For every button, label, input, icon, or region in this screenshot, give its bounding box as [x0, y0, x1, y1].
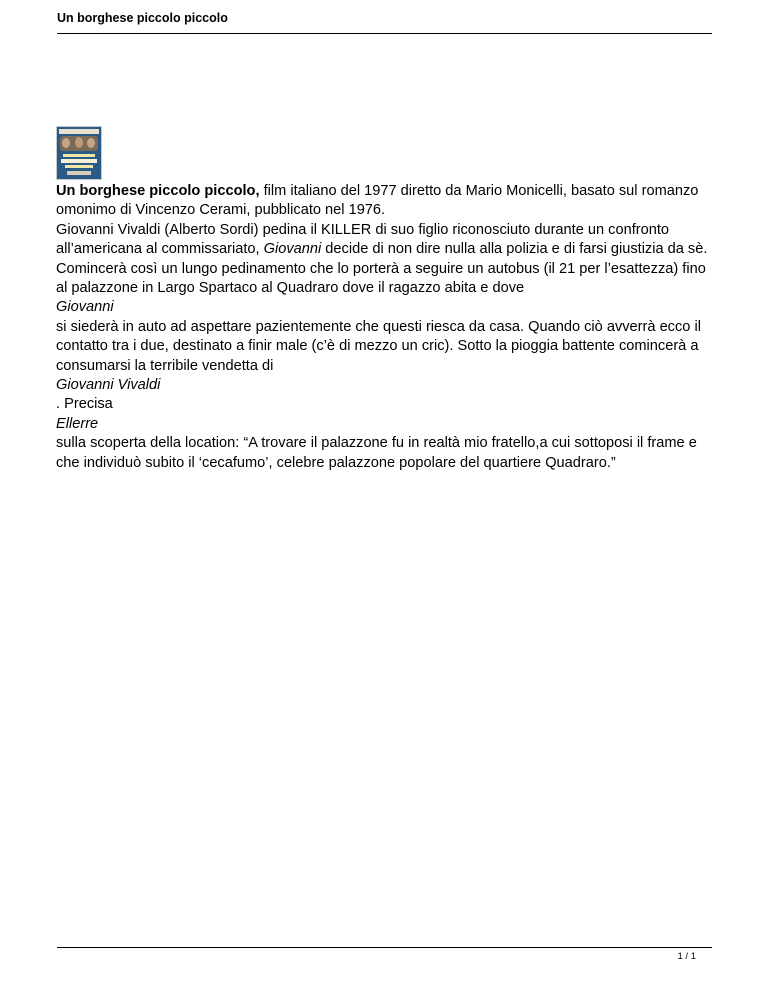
- plot-text: decide di non dire nulla alla polizia e di farsi giustizia da sè. Comincerà così un lungo pedinamento che lo porterà a seguire un autobus (il 21 per l’esattezza) fino al palazzone in Largo Spartaco al Quadraro dove il ragazzo abita e dove: [56, 241, 708, 297]
- plot-text: Giovanni Vivaldi (Alberto Sordi) pedina il KILLER di suo figlio riconosciuto durante un confronto all’americana al commissariato,: [56, 221, 670, 258]
- plot-paragraph: [56, 221, 718, 473]
- poster-face: [87, 138, 95, 148]
- movie-poster-image: [56, 126, 102, 180]
- plot-text: si siederà in auto ad aspettare pazientemente che questi riesca da casa. Quando ciò avverrà ecco il contatto tra i due, destinato a finir male (c’è di mezzo un cric). Sotto la pioggia battente comincerà a consumarsi la terribile vendetta di: [56, 318, 701, 374]
- poster-title-line: [63, 154, 95, 157]
- poster-bottom-band: [67, 171, 91, 175]
- poster-face: [75, 137, 83, 148]
- poster-face: [62, 138, 70, 148]
- poster-title-line: [65, 165, 93, 168]
- plot-text: sulla scoperta della location: “A trovare il palazzone fu in realtà mio fratello,a cui sottoposi il frame e che individuò subito il ‘cecafumo’, celebre palazzone popolare del quartiere Quadraro.”: [56, 435, 697, 471]
- header-divider: [57, 33, 712, 34]
- document-header-title: Un borghese piccolo piccolo: [57, 11, 228, 25]
- article-body: [56, 182, 718, 473]
- poster-top-band: [59, 129, 99, 134]
- character-name-italic: Giovanni: [56, 299, 114, 316]
- poster-title-line: [61, 159, 97, 163]
- character-name-italic: Giovanni Vivaldi: [56, 377, 161, 394]
- footer-divider: [57, 947, 712, 948]
- intro-paragraph: [56, 182, 718, 221]
- character-name-italic: Giovanni: [263, 241, 322, 258]
- page-number: 1 / 1: [677, 951, 696, 962]
- author-name-italic: Ellerre: [56, 415, 99, 432]
- film-title-bold: Un borghese piccolo piccolo,: [56, 183, 260, 199]
- intro-text: film italiano del 1977 diretto da Mario Monicelli, basato sul romanzo omonimo di Vincenzo Cerami, pubblicato nel 1976.: [56, 183, 699, 219]
- plot-text: . Precisa: [56, 396, 113, 413]
